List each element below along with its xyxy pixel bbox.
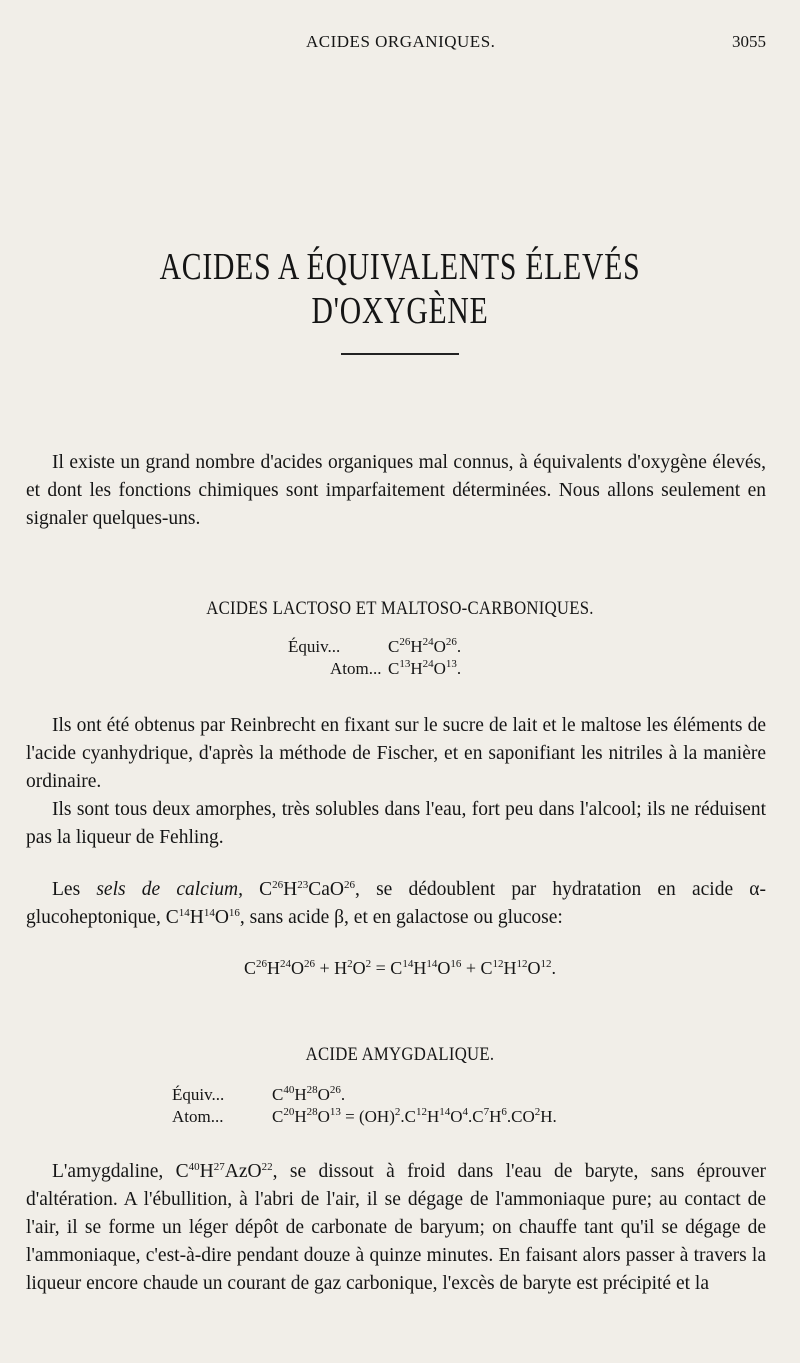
running-title: ACIDES ORGANIQUES. xyxy=(306,32,496,51)
p3-b: , sans acide β, et en galactose ou glucose: xyxy=(239,907,563,928)
amygdalique-equiv-row xyxy=(172,1084,557,1106)
lactoso-equiv-row xyxy=(288,636,461,658)
p3-start: Les xyxy=(52,879,97,900)
p3-a: , se dédoublent par hydratation en acide α-glucoheptonique, xyxy=(26,879,767,928)
chapter-title: ACIDES A ÉQUIVALENTS ÉLEVÉS D'OXYGÈNE xyxy=(159,246,641,332)
equiv-formula: $C^{40}H^{28}O^{26}$. xyxy=(272,1084,346,1104)
running-head xyxy=(0,32,800,56)
equiv-label: Équiv... xyxy=(288,637,341,656)
equiv-label: Équiv... xyxy=(172,1085,225,1104)
atom-formula: $C^{20}H^{28}O^{13} = (OH)^2.C^{12}H^{14}O^4.C^7H^6.CO^2H$. xyxy=(272,1106,557,1126)
amygdalique-paragraph: L'amygdaline, $C^{40}H^{27}AzO^{22}$, se dissout à froid dans l'eau de baryte, sans éprouver d'altération. A l'ébullition, à l'abri de l'air, il se dégage de l'ammoniaque pure; au contact de l'air, il se forme un léger dépôt de carbonate de baryum; on chauffe tant qu'il se dégage de l'ammoniaque, c'est-à-dire pendant douze à quinze minutes. En faisant alors passer à travers la liqueur encore chaude un courant de gaz carbonique, l'excès de baryte est précipité et la xyxy=(26,1161,766,1294)
atom-formula: $C^{13}H^{24}O^{13}$. xyxy=(388,658,462,678)
intro-paragraph: Il existe un grand nombre d'acides organiques mal connus, à équivalents d'oxygène élevés, et dont les fonctions chimiques sont imparfaitement déterminées. Nous allons seulement en signaler quelques-uns. xyxy=(26,452,766,529)
hydration-equation: $C^{26}H^{24}O^{26} + H^2O^2 = C^{14}H^{14}O^{16} + C^{12}H^{12}O^{12}$. xyxy=(243,958,556,978)
lactoso-formulas xyxy=(288,636,461,680)
amygdalique-atom-row xyxy=(172,1106,557,1128)
lactoso-paragraph-1: Ils ont été obtenus par Reinbrecht en fixant sur le sucre de lait et le maltose les éléments de l'acide cyanhydrique, d'après la méthode de Fischer, et en saponifiant les nitriles à la manière ordinaire. xyxy=(26,715,766,792)
lactoso-paragraph-2: Ils sont tous deux amorphes, très solubles dans l'eau, fort peu dans l'alcool; ils ne réduisent pas la liqueur de Fehling. xyxy=(26,799,766,848)
equiv-formula: $C^{26}H^{24}O^{26}$. xyxy=(388,636,462,656)
atom-label: Atom... xyxy=(330,659,382,678)
amygdalique-formulas xyxy=(172,1084,557,1128)
p3-italic: sels de calcium, xyxy=(96,879,243,900)
p1-start: L'amygdaline, xyxy=(52,1161,176,1182)
page-number: 3055 xyxy=(732,32,766,51)
lactoso-paragraph-3: Les sels de calcium, $C^{26}H^{23}CaO^{26}$, se dédoublent par hydratation en acide α-glucoheptonique, $C^{14}H^{14}O^{16}$, sans acide β, et en galactose ou glucose: xyxy=(26,879,767,928)
section-title-lactoso: ACIDES LACTOSO ET MALTOSO-CARBONIQUES. xyxy=(206,598,594,619)
lactoso-atom-row xyxy=(288,658,461,680)
atom-label: Atom... xyxy=(172,1107,224,1126)
section-title-amygdalique: ACIDE AMYGDALIQUE. xyxy=(305,1044,495,1065)
p1-rest: , se dissout à froid dans l'eau de baryte, sans éprouver d'altération. A l'ébullition, à l'abri de l'air, il se dégage de l'ammoniaque pure; au contact de l'air, il se forme un léger dépôt de carbonate de baryum; on chauffe tant qu'il se dégage de l'ammoniaque, c'est-à-dire pendant douze à quinze minutes. En faisant alors passer à travers la liqueur encore chaude un courant de gaz carbonique, l'excès de baryte est précipité et la xyxy=(26,1161,766,1294)
title-rule xyxy=(341,353,459,355)
